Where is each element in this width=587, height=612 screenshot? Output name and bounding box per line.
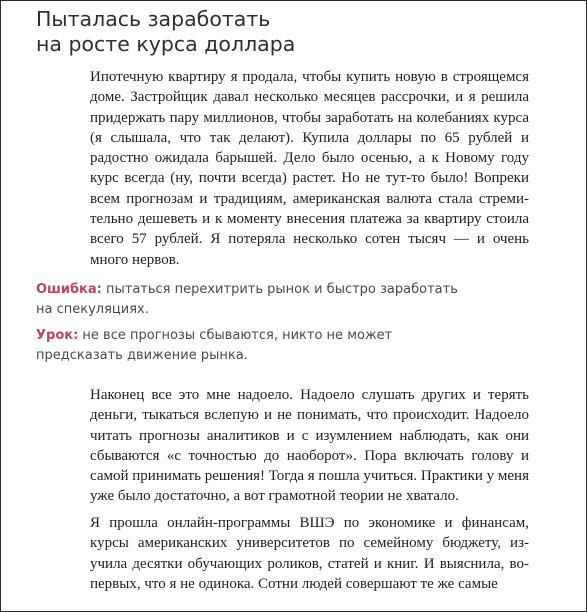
section-title-line-1: Пыталась заработать	[36, 7, 271, 31]
lesson-note	[36, 326, 476, 366]
mistake-text: пытаться перехитрить рынок и быстро заработать на спекуляциях.	[36, 282, 458, 317]
lesson-label: Урок:	[36, 328, 79, 343]
story-paragraph-3: Я прошла онлайн-программы ВШЭ по экономике и финансам, курсы американских университетов по семейному бюджету, изучила десятки обучающих роликов, статей и книг. И выяснила, во-первых, что я не одинока. Сотни людей совершают те же самые	[90, 515, 529, 592]
section-title-line-2: на росте курса доллара	[36, 32, 296, 56]
story-paragraph-1: Ипотечную квартиру я продала, чтобы купить новую в строящемся доме. Застройщик давал несколько месяцев рассрочки, и я решила придержать пару миллионов, чтобы заработать на колебаниях курса (я слышала, что так делают). Купила доллары по 65 рублей и радостно ожидала барышей. Дело было осенью, а к Новому году курс всегда (ну, почти всегда) растет. Но не тут-то было! Вопреки всем прогнозам и традициям, американская валюта стала стремительно дешеветь и к моменту внесения платежа за квартиру стоила всего 57 рублей. Я потеряла несколько сотен тысяч — и очень много нервов.	[90, 69, 529, 268]
lesson-text: не все прогнозы сбываются, никто не может предсказать движение рынка.	[36, 328, 393, 363]
section-title	[36, 7, 556, 57]
story-paragraph-2: Наконец все это мне надоело. Надоело слушать других и терять деньги, тыкаться вслепую и не понимать, что происходит. Надоело читать прогнозы аналитиков и с изумлением наблюдать, как они сбываются «с точностью до наоборот». Пора включать голову и самой принимать решения! Тогда я пошла учиться. Практики у меня уже было достаточно, а вот грамотной теории не хватало.	[90, 387, 529, 505]
mistake-note	[36, 280, 476, 320]
mistake-label: Ошибка:	[36, 282, 102, 297]
